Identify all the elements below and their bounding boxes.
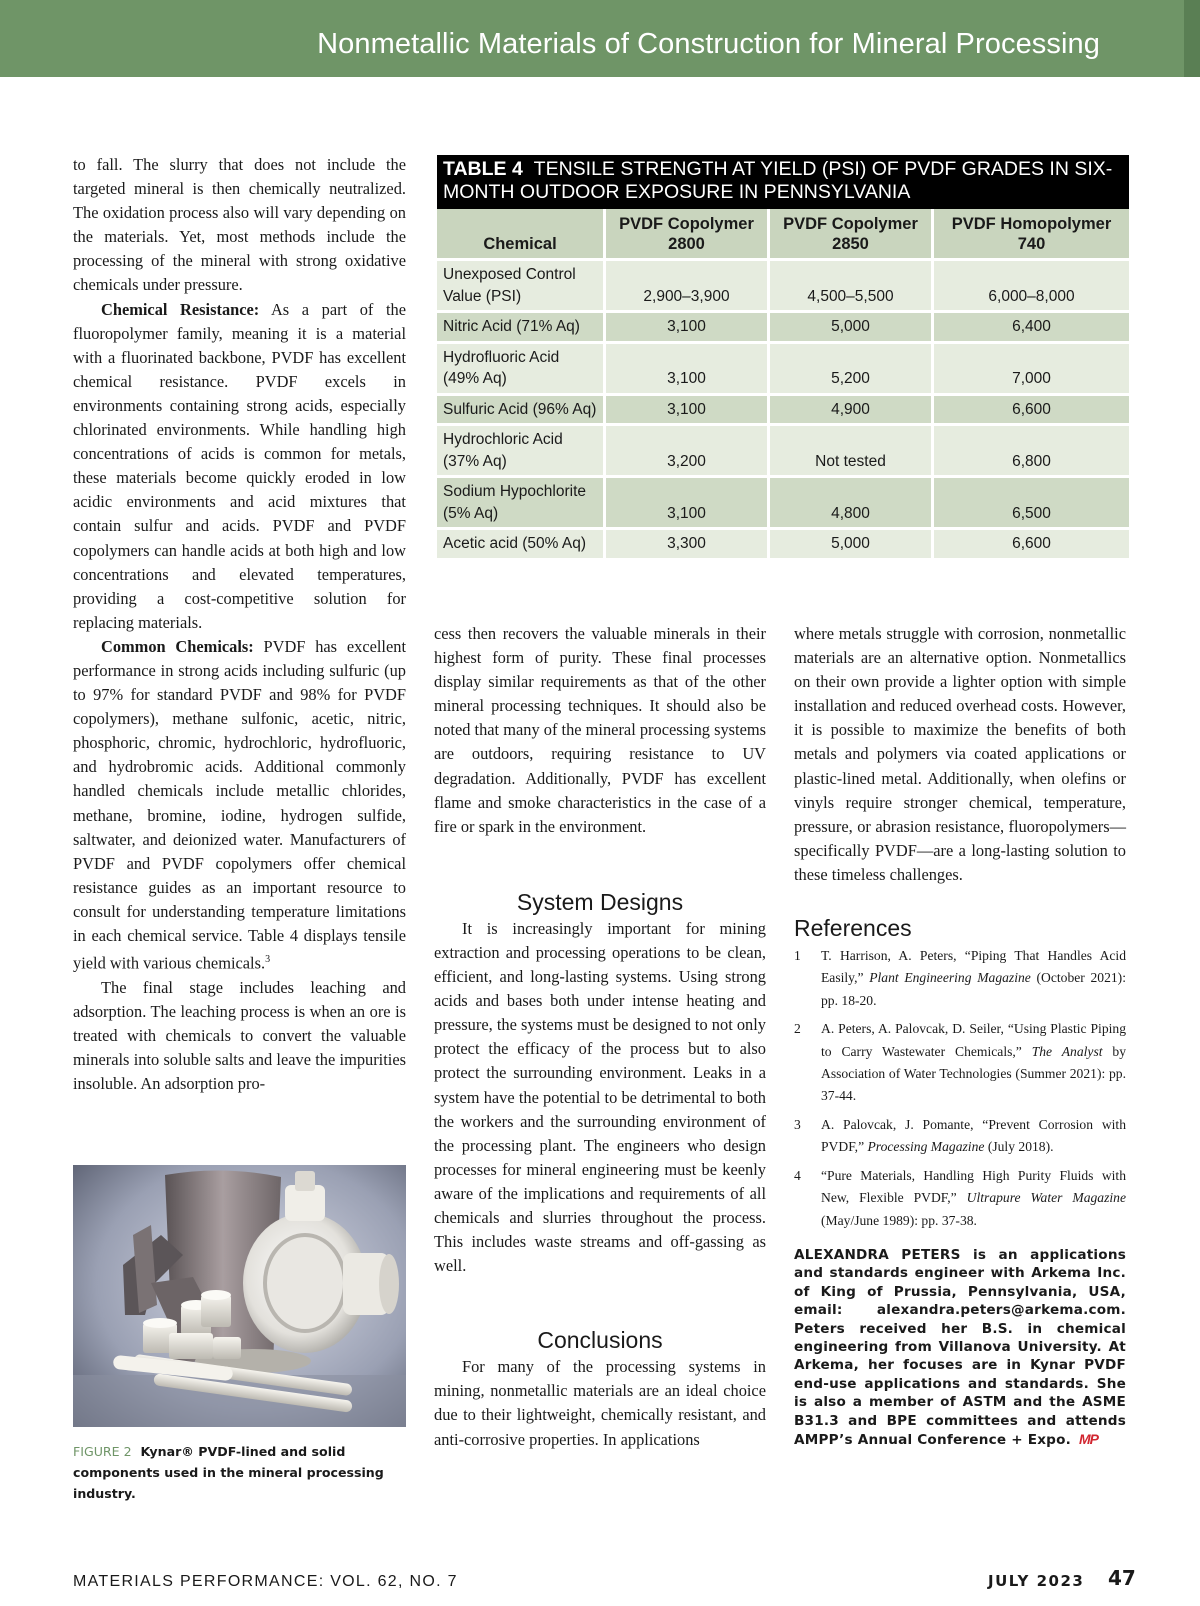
author-bio-text: ALEXANDRA PETERS is an applications and standards engineer with Arkema Inc. of King of Prussia, Pennsylvania, USA, email: alexandra.peters@arkema.com. Peters received her B.S. in chemical engineering from Villanova University. At Arkema, her focuses are in Kynar PVDF end-use applications and standards. She is also a member of ASTM and the ASME B31.3 and BPE committees and attends AMPP’s Annual Conference + Expo. [794,1246,1126,1448]
figure-2-photo [73,1165,406,1427]
tensile-value-cell: 5,200 [770,344,934,396]
mp-logo: MP [1079,1430,1099,1447]
paragraph: where metals struggle with corrosion, nonmetallic materials are an alternative option. Nonmetallics on their own provide a lighter option with simple installation and reduced overhead costs. However, it is possible to maximize the benefits of both metals and polymers via coated applications or plastic-lined metal. Additionally, when olefins or vinyls require stronger chemical, temperature, pressure, or abrasion resistance, fluoropolymers—specifically PVDF—are a long-lasting solution to these timeless challenges. [794,624,1126,884]
tensile-value-cell: 6,600 [934,396,1129,427]
table-row [437,344,1129,396]
chemical-name-cell: Sulfuric Acid (96% Aq) [437,396,606,427]
tensile-value-cell: 3,100 [606,396,770,427]
table-header-cell: PVDF Copolymer 2850 [770,209,934,261]
chemical-name-cell: Acetic acid (50% Aq) [437,530,606,561]
paragraph: The final stage includes leaching and adsorption. The leaching process is when an ore is treated with chemicals to convert the valuable minerals into soluble salts and leave the impurities insoluble. An adsorption pro- [73,977,406,1094]
reference-details: (October 2021): pp. 18-20. [821,970,1126,1008]
table-title [437,155,1129,209]
header-edge [1184,0,1200,77]
column-left [73,153,406,1096]
reference-superscript: 3 [265,954,271,966]
paragraph-text: As a part of the fluoropolymer family, meaning it is a material with a fluorinated backbone, PVDF has excellent chemical resistance. PVDF excels in environments containing strong acids, especially chlorinated environments. While handling high concentrations of acids is common for metals, these materials become quickly eroded in low acidic environments and acid mixtures that contain sulfur and acids. PVDF and PVDF copolymers can handle acids at both high and low concentrations and elevated temperatures, providing a cost-competitive solution for replacing materials. [73,299,406,632]
reference-item [794,1114,1126,1159]
table-row [437,530,1129,561]
reference-details: by Association of Water Technologies (Summer 2021): pp. 37-44. [821,1043,1126,1104]
tensile-value-cell: 2,900–3,900 [606,261,770,313]
reference-number: 4 [794,1167,801,1183]
table-row [437,396,1129,427]
table-row [437,478,1129,530]
reference-text: A. Peters, A. Palovcak, D. Seiler, “Using Plastic Piping to Carry Wastewater Chemicals,” [821,1021,1126,1059]
table-header-row [437,209,1129,261]
paragraph: to fall. The slurry that does not include the targeted mineral is then chemically neutralized. The oxidation process also will vary depending on the materials. Yet, most methods include the processing of the mineral with strong oxidative chemicals under pressure. [73,155,406,295]
footer-date: JULY 2023 [988,1572,1085,1590]
tensile-strength-table [437,209,1129,561]
column-middle [434,622,766,1452]
tensile-value-cell: 3,100 [606,344,770,396]
pvdf-components-illustration [73,1165,406,1427]
tensile-value-cell: 3,100 [606,313,770,344]
section-heading-conclusions: Conclusions [537,1327,663,1354]
tensile-value-cell: 4,800 [770,478,934,530]
paragraph-common-chemicals [73,635,406,976]
tensile-value-cell: 3,100 [606,478,770,530]
table-body [437,261,1129,561]
table-caption: TENSILE STRENGTH AT YIELD (PSI) OF PVDF GRADES IN SIX-MONTH OUTDOOR EXPOSURE IN PENNSYLVANIA [443,158,1113,203]
reference-item [794,945,1126,1012]
tensile-value-cell: 4,900 [770,396,934,427]
tensile-value-cell: 6,600 [934,530,1129,561]
section-heading-system-designs: System Designs [516,888,684,915]
chemical-name-cell: Hydrochloric Acid (37% Aq) [437,426,606,478]
footer-journal: MATERIALS PERFORMANCE: VOL. 62, NO. 7 [73,1573,458,1590]
chemical-name-cell: Nitric Acid (71% Aq) [437,313,606,344]
references-list [794,945,1126,1232]
references-heading: References [794,915,912,942]
tensile-value-cell: 7,000 [934,344,1129,396]
paragraph-chemical-resistance [73,298,406,635]
chemical-name-cell: Hydrofluoric Acid (49% Aq) [437,344,606,396]
author-bio [794,1246,1126,1449]
table-number: TABLE 4 [443,158,523,180]
reference-publication: Processing Magazine [867,1139,985,1155]
reference-text: T. Harrison, A. Peters, “Piping That Handles Acid Easily,” [821,948,1126,986]
figure-2-caption [73,1441,406,1504]
reference-details: (May/June 1989): pp. 37-38. [821,1212,977,1228]
reference-number: 1 [794,948,801,964]
chemical-name-cell: Sodium Hypochlorite (5% Aq) [437,478,606,530]
reference-publication: The Analyst [1031,1043,1103,1059]
tensile-value-cell: 3,300 [606,530,770,561]
table-header-cell: PVDF Homopolymer 740 [934,209,1129,261]
reference-text: “Pure Materials, Handling High Purity Fluids with New, Flexible PVDF,” [821,1167,1126,1206]
paragraph-text: PVDF has excellent performance in strong acids including sulfuric (up to 97% for standard PVDF and 98% for PVDF copolymers), methane sulfonic, acetic, nitric, phosphoric, chromic, hydrochloric, hydrofluoric, and hydrobromic acids. Additional commonly handled chemicals include metallic chlorides, methane, bromine, iodine, hydrogen sulfide, saltwater, and deionized water. Manufacturers of PVDF and PVDF copolymers offer chemical resistance guides as an important resource to consult for understanding temperature limitations in each chemical service. Table 4 displays tensile yield with various chemicals. [73,636,406,973]
tensile-value-cell: 3,200 [606,426,770,478]
tensile-value-cell: 6,400 [934,313,1129,344]
paragraph: For many of the processing systems in mining, nonmetallic materials are an ideal choice due to their lightweight, chemically resistant, and anti-corrosive properties. In applications [434,1357,766,1449]
tensile-value-cell: 6,500 [934,478,1129,530]
table-4 [437,155,1129,561]
figure-label: FIGURE 2 [73,1444,132,1459]
table-header-cell: Chemical [437,209,606,261]
column-right [794,622,1126,1449]
tensile-value-cell: 5,000 [770,313,934,344]
chemical-name-cell: Unexposed Control Value (PSI) [437,261,606,313]
tensile-value-cell: 4,500–5,500 [770,261,934,313]
reference-details: (July 2018). [984,1139,1054,1155]
page-number: 47 [1108,1566,1136,1590]
reference-number: 2 [794,1021,801,1037]
reference-item [794,1165,1126,1232]
table-row [437,426,1129,478]
tensile-value-cell: Not tested [770,426,934,478]
table-row [437,261,1129,313]
reference-publication: Plant Engineering Magazine [869,970,1031,986]
tensile-value-cell: 5,000 [770,530,934,561]
run-in-heading: Chemical Resistance: [101,299,260,319]
table-row [437,313,1129,344]
reference-number: 3 [794,1116,801,1132]
tensile-value-cell: 6,000–8,000 [934,261,1129,313]
reference-item [794,1018,1126,1108]
reference-publication: Ultrapure Water Magazine [966,1190,1126,1206]
running-header-title: Nonmetallic Materials of Construction for Mineral Processing [317,28,1100,60]
table-header-cell: PVDF Copolymer 2800 [606,209,770,261]
reference-text: A. Palovcak, J. Pomante, “Prevent Corrosion with PVDF,” [821,1116,1126,1155]
tensile-value-cell: 6,800 [934,426,1129,478]
paragraph: It is increasingly important for mining extraction and processing operations to be clean, efficient, and long-lasting systems. Using strong acids and bases both under intense heating and pressure, the systems must be designed to not only protect the efficacy of the process but to also protect the surrounding environment. Leaks in a system have the potential to be detrimental to both the workers and the surrounding environment of the processing plant. The engineers who design processes for mineral engineering must be keenly aware of the implications and requirements of all chemicals and slurries throughout the process. This includes waste streams and off-gassing as well. [434,918,766,1276]
run-in-heading: Common Chemicals: [101,636,254,656]
paragraph: cess then recovers the valuable minerals in their highest form of purity. These final processes display similar requirements as that of the other mineral processing techniques. It should also be noted that many of the mineral processing systems are outdoors, requiring resistance to UV degradation. Additionally, PVDF has excellent flame and smoke characteristics in the case of a fire or spark in the environment. [434,624,766,836]
figure-caption-text: Kynar® PVDF-lined and solid components used in the mineral processing industry. [73,1444,384,1501]
